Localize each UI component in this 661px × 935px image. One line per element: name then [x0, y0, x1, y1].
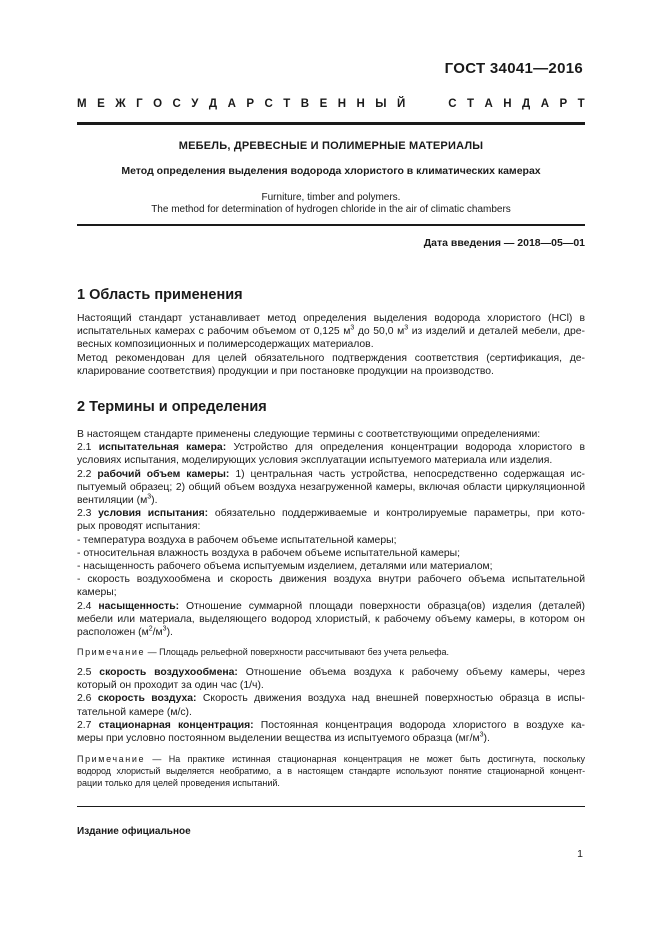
text-line: расположен $(м^2/м^3)$. [77, 625, 173, 639]
banner-letter: Р [559, 98, 568, 110]
introduction-date: Дата введения — 2018—05—01 [423, 237, 585, 249]
section-heading: 1 Область применения [77, 287, 243, 303]
text-line: пытуемый образец; 2) общий объем воздуха незагруженной камеры, включая области циркуляционной [77, 481, 585, 493]
banner-letter: Н [337, 98, 347, 110]
banner-letter: Т [283, 98, 291, 110]
english-title-line: Furniture, timber and polymers. [261, 192, 401, 203]
banner-letter: А [227, 98, 236, 110]
term: насыщенность: [98, 600, 180, 612]
top-divider [77, 122, 585, 125]
term-line: 2.4 насыщенность: Отношение суммарной площади поверхности образца(ов) изделия (деталей) [77, 600, 585, 612]
list-item: - относительная влажность воздуха в рабочем объеме испытательной камеры; [77, 547, 461, 559]
text-line: который он проходит за один час (1/ч). [77, 680, 264, 692]
text-line: испытательных камерах с рабочим объемом от 0,125 $м^3$ до 50,0 $м^3$ из изделий и деталей мебели, дре- [77, 324, 585, 338]
term: скорость воздуха: [97, 693, 197, 705]
banner-letter: Т [466, 98, 475, 110]
banner-letter: Д [522, 98, 531, 110]
banner-letter: Е [97, 98, 105, 110]
gost-number: ГОСТ 34041—2016 [444, 60, 583, 77]
banner-letter: Ы [375, 98, 387, 110]
list-item: - скорость воздухообмена и скорость движения воздуха внутри рабочего объема испытательной [77, 574, 585, 586]
banner-letter: Е [319, 98, 328, 110]
text-line: вентиляции $(м^3)$. [77, 493, 158, 507]
text-line: В настоящем стандарте применены следующие термины с соответствующими определениями: [77, 429, 541, 440]
term: скорость воздухообмена: [99, 667, 238, 678]
term-line: 2.5 скорость воздухообмена: Отношение объема воздуха к рабочему объему камеры, через [77, 667, 585, 678]
text-line: меры при условно постоянном выделении вещества из испытуемого образца $(мг/м^3)$. [77, 731, 490, 745]
banner-letter: А [484, 98, 493, 110]
list-item: - насыщенность рабочего объема испытуемым изделием, деталями или материалом; [77, 561, 493, 573]
document-subtitle: Метод определения выделения водорода хлористого в климатических камерах [121, 165, 541, 177]
term: рабочий объем камеры: [97, 468, 230, 480]
english-title-line: The method for determination of hydrogen chloride in the air of climatic chambers [151, 204, 511, 215]
banner-letter: Р [246, 98, 255, 110]
banner-letter: Й [397, 98, 406, 110]
banner-letter: Н [356, 98, 365, 110]
banner-letter: Ж [115, 98, 126, 110]
banner-letter: М [77, 98, 87, 110]
note-label: Примечание [77, 754, 146, 764]
title-divider [77, 224, 585, 226]
banner-letter: Н [503, 98, 512, 110]
text-line: мебели или материала, выделяющего водород хлористый, к рабочему объему камеры, в котором он [77, 613, 585, 625]
term-line: 2.6 скорость воздуха: Скорость движения воздуха над внешней поверхностью образца в испы- [77, 693, 585, 705]
text-line: камеры; [77, 587, 117, 599]
term-line: 2.1 испытательная камера: Устройство для определения концентрации водорода хлористого в [77, 442, 585, 454]
banner-letter: У [191, 98, 199, 110]
section2-body [77, 428, 585, 639]
term: стационарная концентрация: [98, 719, 254, 731]
note-label: Примечание [77, 647, 146, 657]
text-line: Метод рекомендован для целей обязательного подтверждения соответствия (сертификация, де- [77, 352, 585, 364]
list-item: - температура воздуха в рабочем объеме испытательной камеры; [77, 534, 397, 546]
note: Примечание — На практике истинная стационарная концентрация не может быть достигнута, поскольку водород хлористый выделяется необратимо, а в настоящем стандарте используют понятие стационарной концент- рации только для целей проведения испытаний. [77, 754, 585, 788]
footer-divider [77, 806, 585, 807]
term-line: 2.7 стационарная концентрация: Постоянная концентрация водорода хлористого в воздухе ка- [77, 719, 585, 731]
banner-letter: Д [208, 98, 218, 110]
banner-letter: А [540, 98, 550, 110]
banner-letter: Г [136, 98, 143, 110]
text-line: кларирование соответствия) продукции и при постановке продукции на производство. [77, 365, 494, 377]
section-heading: 2 Термины и определения [77, 399, 267, 415]
banner-letter: О [153, 98, 163, 110]
official-edition-label: Издание официальное [77, 826, 191, 837]
term: испытательная камера: [98, 442, 227, 454]
interstate-standard-banner [77, 98, 585, 114]
banner-letter: С [448, 98, 457, 110]
term: условия испытания: [98, 508, 209, 520]
text-line: условиях испытания, моделирующих условия эксплуатации испытуемого материала или изделия. [77, 455, 553, 467]
page-number: 1 [577, 848, 583, 860]
term-line: 2.2 рабочий объем камеры: 1) центральная часть устройства, непосредственно содержащая ис- [77, 468, 585, 480]
section1-body [77, 312, 585, 378]
text-line: рых проводят испытания: [77, 521, 201, 533]
banner-letter: В [300, 98, 310, 110]
banner-gap [416, 98, 438, 114]
section2-body-cont [77, 666, 585, 745]
term-line: 2.3 условия испытания: обязательно поддерживаемые и контролируемые параметры, при кото- [77, 508, 585, 520]
document-title: МЕБЕЛЬ, ДРЕВЕСНЫЕ И ПОЛИМЕРНЫЕ МАТЕРИАЛЫ [178, 140, 484, 152]
text-line: Настоящий стандарт устанавливает метод определения выделения водорода хлористого (HCl) в [77, 313, 585, 324]
banner-letter: С [172, 98, 181, 110]
banner-letter: С [264, 98, 273, 110]
text-line: тательной камере (м/с). [77, 706, 192, 718]
text-line: весных композиционных и полимерсодержащих материалов. [77, 339, 374, 351]
note: Примечание — Площадь рельефной поверхности рассчитывают без учета рельефа. [77, 647, 449, 657]
banner-letter: Т [577, 98, 585, 110]
